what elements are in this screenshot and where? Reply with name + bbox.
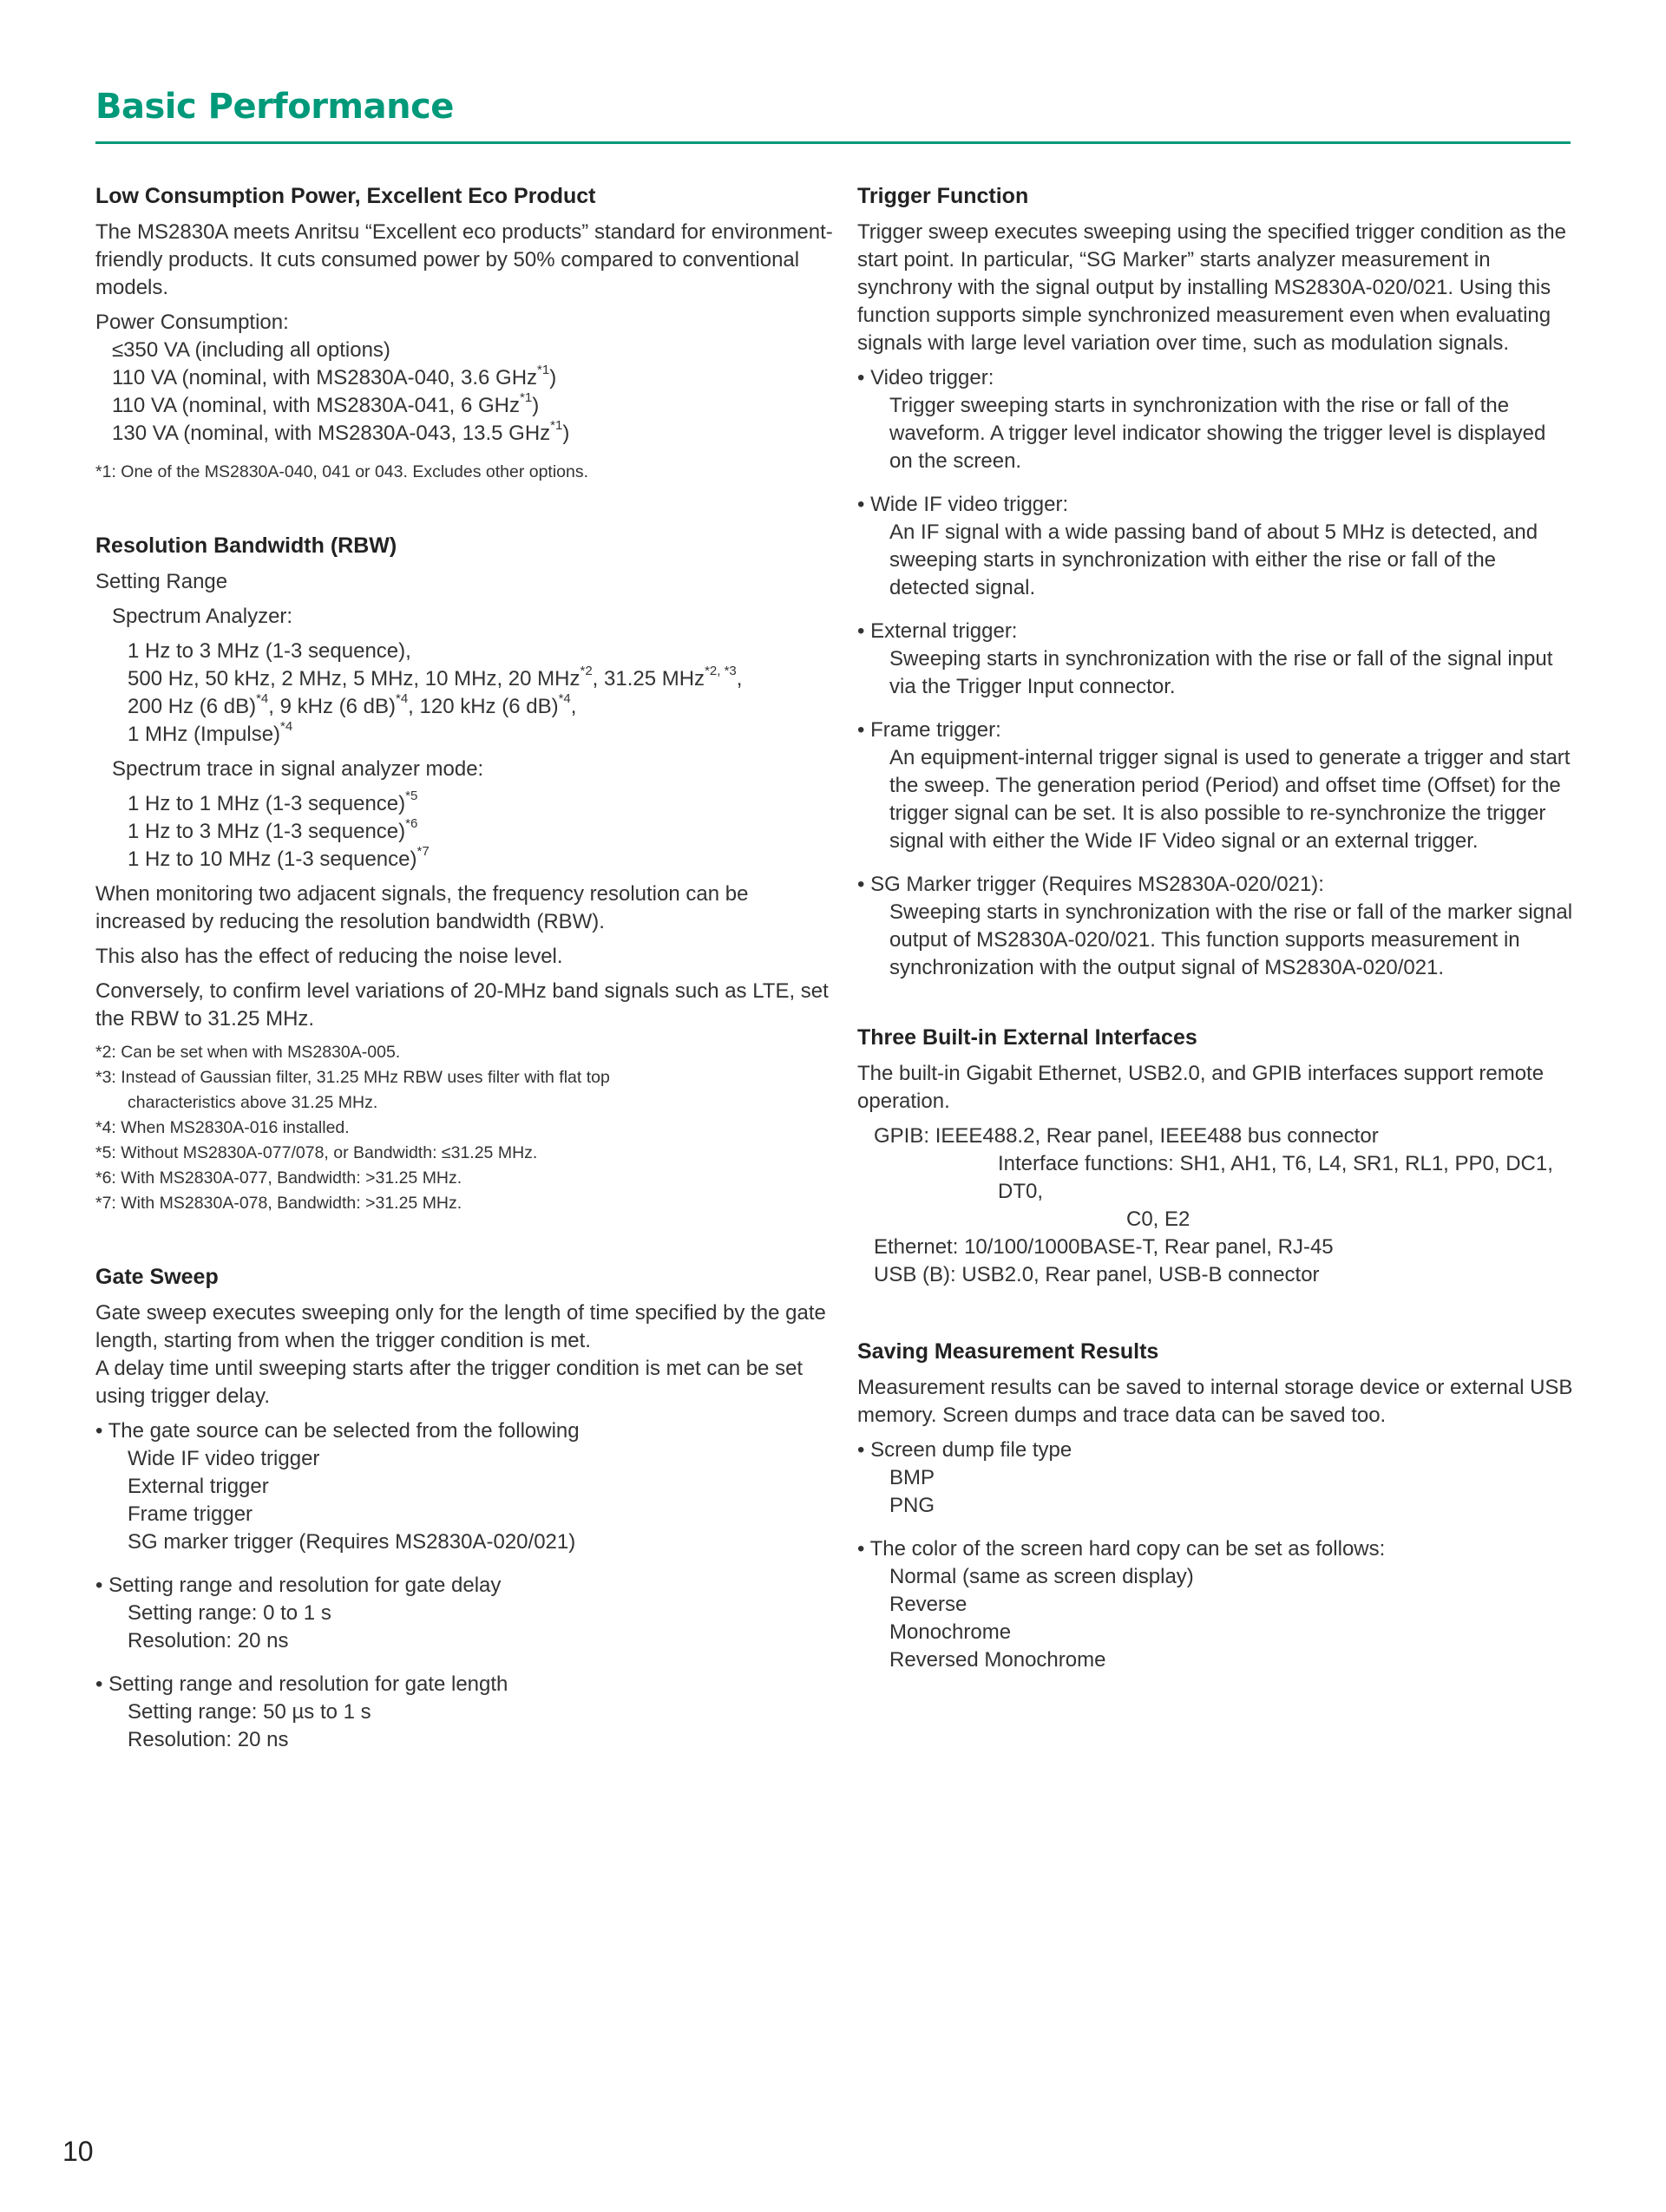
rbw-spectrum-analyzer: Spectrum Analyzer: (112, 605, 293, 628)
footnote: *7: With MS2830A-078, Bandwidth: >31.25 MHz. (95, 1194, 462, 1213)
trigger-section (857, 182, 1574, 982)
footnote: *2: Can be set when with MS2830A-005. (95, 1043, 401, 1062)
rbw-value: 200 Hz (6 dB)$^{*4}$, 9 kHz (6 dB)$^{*4}$, 120 kHz (6 dB)$^{*4}$, (128, 691, 577, 718)
rbw-trace-label: Spectrum trace in signal analyzer mode: (112, 757, 484, 781)
power-line: ≤350 VA (including all options) (112, 338, 390, 362)
gate-bullet: • Setting range and resolution for gate length Setting range: 50 µs to 1 s Resolution: 20 ns (95, 1672, 508, 1751)
footnote: *1: One of the MS2830A-040, 041 or 043. Excludes other options. (95, 462, 589, 481)
rbw-heading: Resolution Bandwidth (RBW) (95, 533, 397, 558)
interfaces-section (857, 1024, 1574, 1289)
interface-line: Ethernet: 10/100/1000BASE-T, Rear panel, RJ-45 (874, 1235, 1334, 1259)
interface-line: C0, E2 (1126, 1207, 1190, 1231)
power-line: 110 VA (nominal, with MS2830A-041, 6 GHz$^{*1}$) (112, 390, 540, 417)
rbw-value: 1 MHz (Impulse)$^{*4}$ (128, 719, 293, 746)
power-intro: The MS2830A meets Anritsu “Excellent eco products” standard for environment-friendly products. It cuts consumed power by 50% compared to conventional models. (95, 220, 833, 299)
footnote: *6: With MS2830A-077, Bandwidth: >31.25 MHz. (95, 1168, 462, 1188)
rbw-section (95, 532, 833, 1216)
right-column (857, 182, 1574, 1690)
rbw-paragraph: Conversely, to confirm level variations of 20-MHz band signals such as LTE, set the RBW to 31.25 MHz. (95, 979, 829, 1031)
footnote: characteristics above 31.25 MHz. (128, 1093, 378, 1112)
rbw-value: 1 Hz to 3 MHz (1-3 sequence), (128, 639, 411, 663)
saving-section (857, 1338, 1574, 1674)
rbw-paragraph: When monitoring two adjacent signals, the frequency resolution can be increased by reducing the resolution bandwidth (RBW). (95, 882, 749, 933)
power-line: 110 VA (nominal, with MS2830A-040, 3.6 GHz$^{*1}$) (112, 363, 557, 389)
gate-paragraph: A delay time until sweeping starts after the trigger condition is met can be set using trigger delay. (95, 1357, 803, 1408)
saving-intro: Measurement results can be saved to internal storage device or external USB memory. Screen dumps and trace data can be saved too. (857, 1376, 1573, 1427)
rbw-value: 500 Hz, 50 kHz, 2 MHz, 5 MHz, 10 MHz, 20 MHz$^{*2}$, 31.25 MHz$^{*2, *3}$, (128, 664, 743, 690)
footnote: *5: Without MS2830A-077/078, or Bandwidth: ≤31.25 MHz. (95, 1143, 538, 1162)
gate-section (95, 1263, 833, 1754)
interfaces-intro: The built-in Gigabit Ethernet, USB2.0, and GPIB interfaces support remote operation. (857, 1062, 1545, 1113)
saving-bullet: • Screen dump file type BMP PNG (857, 1438, 1072, 1517)
rbw-trace-value: 1 Hz to 10 MHz (1-3 sequence)$^{*7}$ (128, 844, 430, 871)
power-label: Power Consumption: (95, 311, 289, 334)
rbw-trace-value: 1 Hz to 3 MHz (1-3 sequence)$^{*6}$ (128, 816, 418, 843)
interface-line: USB (B): USB2.0, Rear panel, USB-B connector (874, 1263, 1320, 1286)
gate-bullet: • The gate source can be selected from the following Wide IF video trigger External trigger Frame trigger SG marker trigger (Requires MS2830A-020/021) (95, 1419, 580, 1554)
trigger-bullet: • External trigger: Sweeping starts in synchronization with the rise or fall of the signal input via the Trigger Input connector. (857, 619, 1553, 698)
gate-heading: Gate Sweep (95, 1265, 219, 1289)
rbw-setting-range: Setting Range (95, 570, 228, 593)
trigger-heading: Trigger Function (857, 184, 1029, 208)
trigger-intro: Trigger sweep executes sweeping using the specified trigger condition as the start point. In particular, “SG Marker” starts analyzer measurement in synchrony with the signal output by installing MS2830A-020/021. Using this function supports simple synchronized measurement even when evaluating signals with large level variation over time, such as modulation signals. (857, 220, 1566, 355)
interfaces-heading: Three Built-in External Interfaces (857, 1025, 1197, 1050)
power-line: 130 VA (nominal, with MS2830A-043, 13.5 GHz$^{*1}$) (112, 418, 570, 445)
page-title: Basic Performance (95, 87, 454, 127)
trigger-bullet: • Wide IF video trigger: An IF signal with a wide passing band of about 5 MHz is detected, and sweeping starts in synchronization with either the rise or fall of the detected signal. (857, 493, 1538, 599)
rbw-trace-value: 1 Hz to 1 MHz (1-3 sequence)$^{*5}$ (128, 789, 418, 815)
trigger-bullet: • Frame trigger: An equipment-internal trigger signal is used to generate a trigger and start the sweep. The generation period (Period) and offset time (Offset) for the trigger signal can be set. It is also possible to re-synchronize the trigger signal with either the Wide IF Video signal or an external trigger. (857, 718, 1571, 853)
footnote: *3: Instead of Gaussian filter, 31.25 MHz RBW uses filter with flat top (95, 1068, 610, 1087)
left-column (95, 182, 833, 1770)
title-divider (95, 141, 1571, 144)
saving-heading: Saving Measurement Results (857, 1339, 1159, 1364)
footnote: *4: When MS2830A-016 installed. (95, 1118, 350, 1137)
power-section (95, 182, 833, 485)
rbw-paragraph: This also has the effect of reducing the noise level. (95, 945, 563, 968)
saving-bullet: • The color of the screen hard copy can be set as follows: Normal (same as screen display) Reverse Monochrome Reversed Monochrome (857, 1537, 1386, 1672)
page-number: 10 (62, 2136, 94, 2167)
trigger-bullet: • Video trigger: Trigger sweeping starts in synchronization with the rise or fall of the waveform. A trigger level indicator showing the trigger level is displayed on the screen. (857, 366, 1546, 473)
interface-line: GPIB: IEEE488.2, Rear panel, IEEE488 bus connector (874, 1124, 1379, 1148)
trigger-bullet: • SG Marker trigger (Requires MS2830A-020/021): Sweeping starts in synchronization with the rise or fall of the marker signal output of MS2830A-020/021. This function supports measurement in synchronization with the output signal of MS2830A-020/021. (857, 873, 1573, 979)
gate-paragraph: Gate sweep executes sweeping only for the length of time specified by the gate length, starting from when the trigger condition is met. (95, 1301, 826, 1352)
gate-bullet: • Setting range and resolution for gate delay Setting range: 0 to 1 s Resolution: 20 ns (95, 1574, 502, 1652)
interface-line: Interface functions: SH1, AH1, T6, L4, SR1, RL1, PP0, DC1, DT0, (998, 1152, 1553, 1203)
power-heading: Low Consumption Power, Excellent Eco Product (95, 184, 596, 208)
